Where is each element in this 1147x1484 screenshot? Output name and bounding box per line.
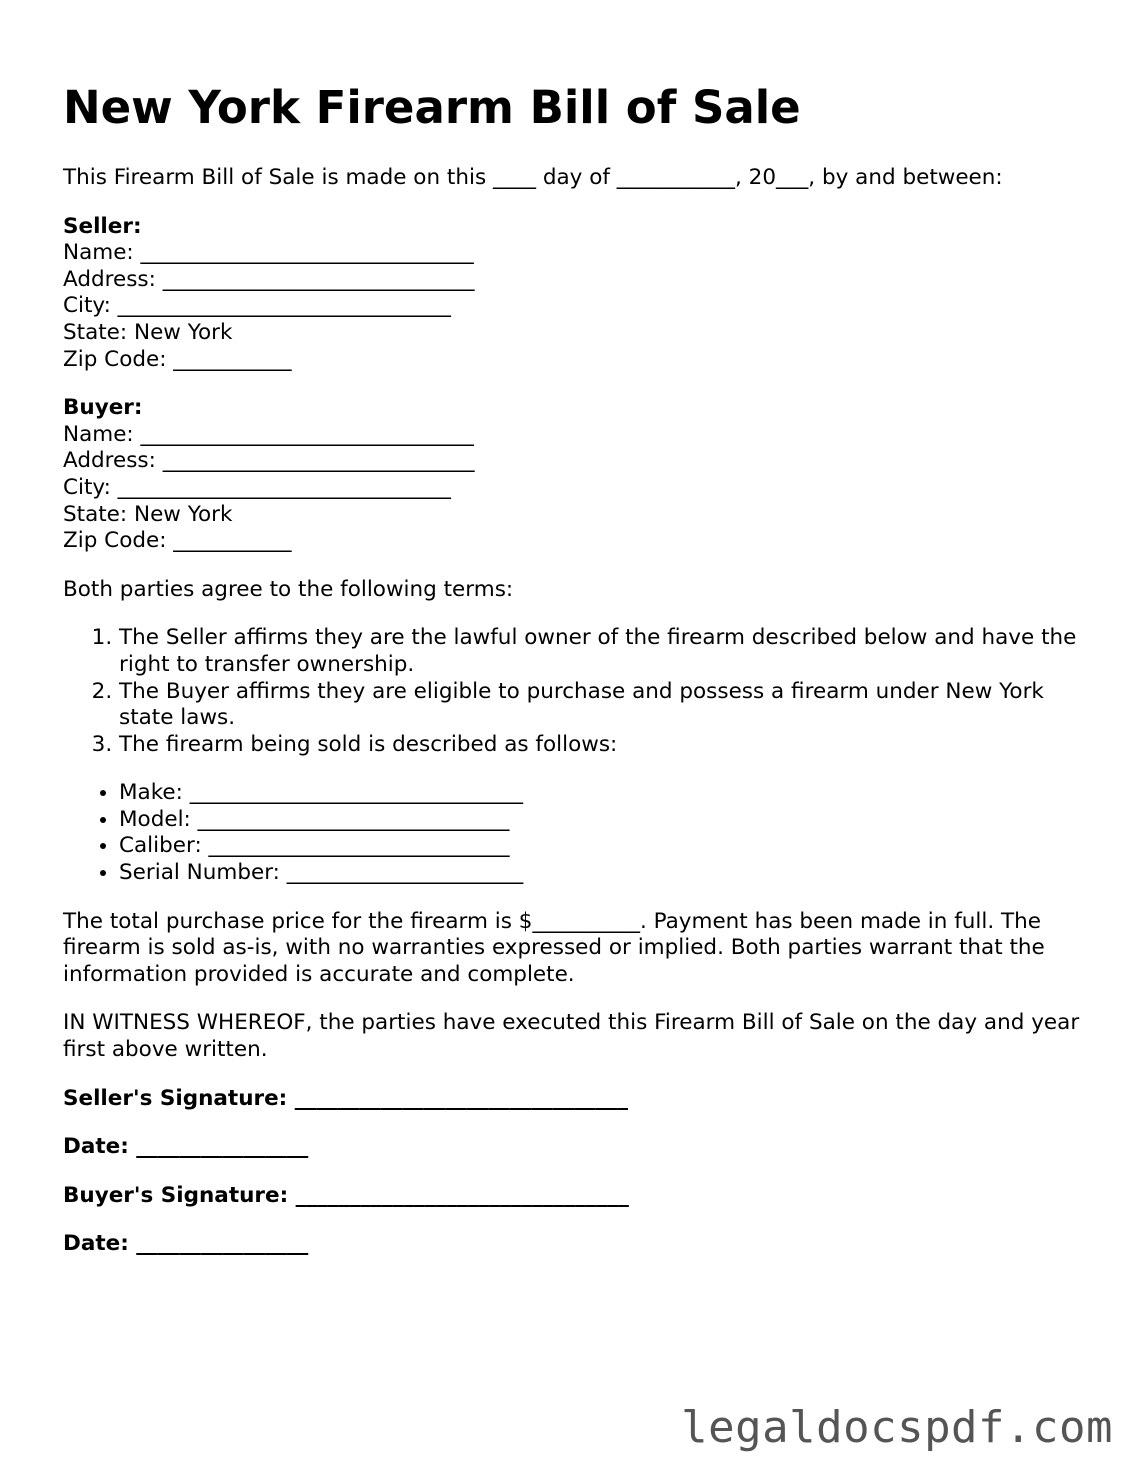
buyer-name-field: Name: _______________________________ [63,421,474,447]
firearm-details-list [63,780,1103,886]
buyer-heading: Buyer: [63,395,143,421]
terms-intro: Both parties agree to the following terms: [63,576,514,602]
buyer-section [63,395,1103,555]
seller-address-field: Address: _____________________________ [63,266,475,292]
seller-zip-field: Zip Code: ___________ [63,346,292,372]
terms-list [63,625,1103,758]
term-item: 3. The firearm being sold is described as follows: [119,732,1103,759]
term-item: 2. The Buyer affirms they are eligible to purchase and possess a firearm under New York state laws. [119,679,1103,732]
page-title: New York Firearm Bill of Sale [63,81,801,134]
firearm-caliber-field: • Caliber: ____________________________ [119,833,1103,860]
watermark: legaldocspdf.com [681,1402,1113,1453]
seller-signature-line: Seller's Signature: _______________________________ [63,1085,629,1111]
buyer-zip-field: Zip Code: ___________ [63,528,292,554]
intro-paragraph: This Firearm Bill of Sale is made on this ____ day of ___________, 20___, by and between: [63,165,1003,190]
firearm-serial-field: • Serial Number: ______________________ [119,860,1103,887]
buyer-state-field: State: New York [63,501,233,527]
seller-date-line: Date: ________________ [63,1134,309,1160]
witness-paragraph: IN WITNESS WHEREOF, the parties have executed this Firearm Bill of Sale on the day and year first above written. [63,1010,1080,1063]
buyer-signature-line: Buyer's Signature: _______________________________ [63,1182,629,1208]
seller-heading: Seller: [63,213,142,239]
term-item: 1. The Seller affirms they are the lawful owner of the firearm described below and have the right to transfer ownership. [119,625,1103,678]
buyer-address-field: Address: _____________________________ [63,448,475,474]
seller-name-field: Name: _______________________________ [63,240,474,266]
firearm-make-field: • Make: _______________________________ [119,780,1103,807]
document-page [63,78,1103,1280]
seller-section [63,214,1103,374]
buyer-date-line: Date: ________________ [63,1231,309,1257]
price-paragraph: The total purchase price for the firearm is $__________. Payment has been made in full. The firearm is sold as-is, with no warranties expressed or implied. Both parties warrant that the information provided is accurate and complete. [63,908,1045,987]
buyer-city-field: City: _______________________________ [63,474,451,500]
firearm-model-field: • Model: _____________________________ [119,807,1103,834]
seller-city-field: City: _______________________________ [63,293,451,319]
seller-state-field: State: New York [63,319,233,345]
